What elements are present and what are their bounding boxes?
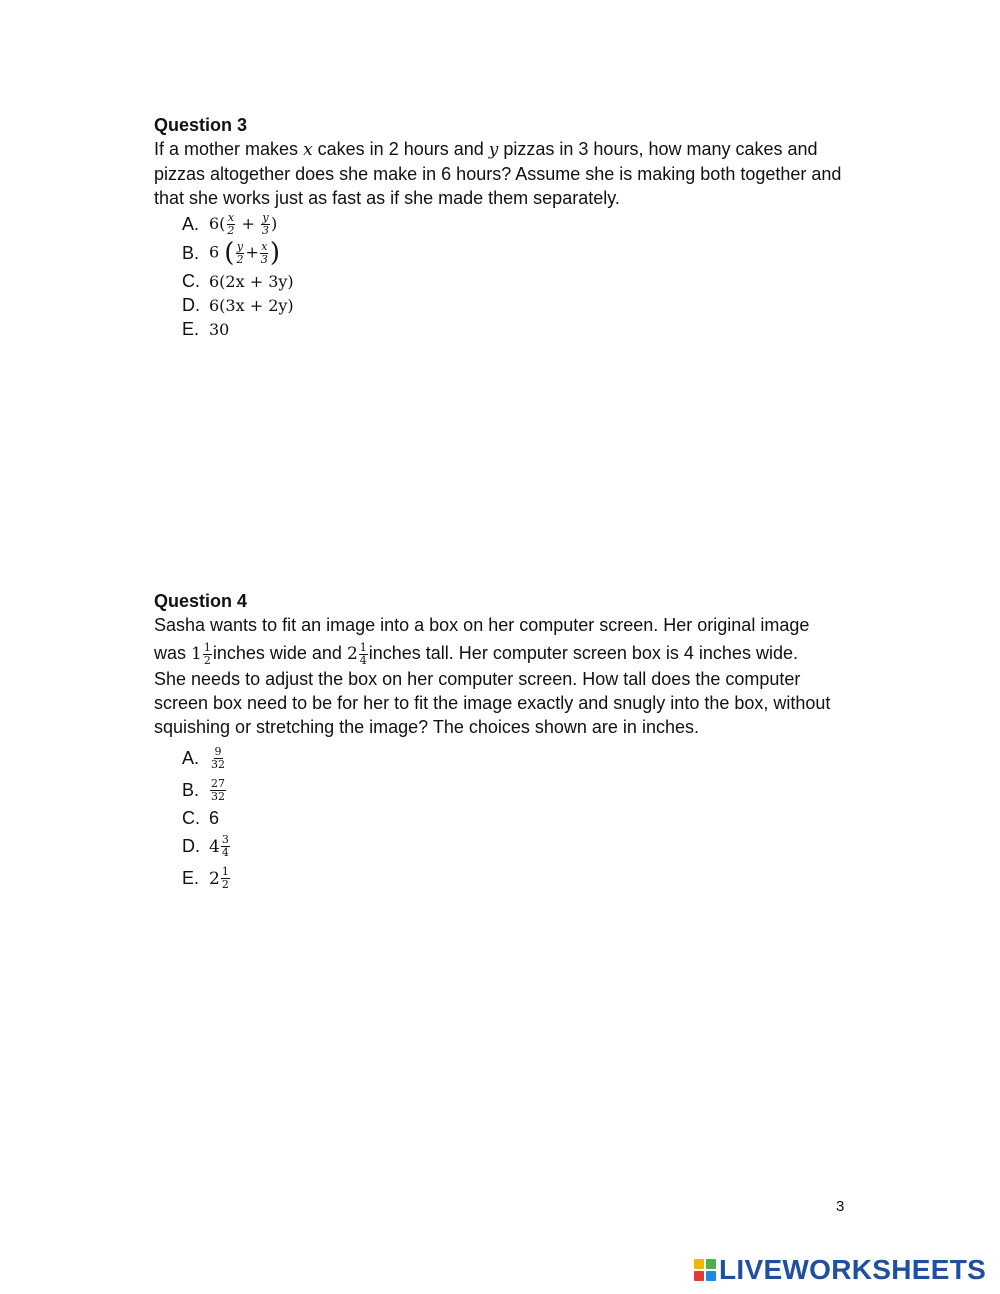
choice-letter: D. xyxy=(182,836,200,857)
choice-expression xyxy=(209,212,277,237)
question-4 xyxy=(154,589,844,895)
choice-letter: B. xyxy=(182,242,200,263)
mixed-whole: 2 xyxy=(209,868,220,889)
frac-num: 1 xyxy=(359,640,367,654)
fraction xyxy=(210,778,226,803)
question-3-title: Question 3 xyxy=(154,115,248,135)
frac-num: 1 xyxy=(221,865,229,879)
fraction xyxy=(221,866,230,891)
question-4-line1: Sasha wants to fit an image into a box on her computer screen. Her original image xyxy=(154,615,810,635)
q3-choice-a[interactable] xyxy=(182,212,844,237)
mixed2-whole: 2 xyxy=(346,644,358,664)
mixed1-whole: 1 xyxy=(191,644,202,664)
expr-open: ( xyxy=(224,238,235,268)
expr-op: + xyxy=(241,214,255,233)
frac-num: x xyxy=(261,239,268,253)
liveworksheets-brand[interactable] xyxy=(694,1256,986,1284)
question-4-choices xyxy=(182,743,844,895)
choice-letter: A. xyxy=(182,748,200,769)
frac-num: y xyxy=(236,239,244,253)
question-4-title: Question 4 xyxy=(154,591,248,611)
q4-mid: inches wide and xyxy=(212,643,347,663)
frac-den: 2 xyxy=(227,224,235,237)
expr-close: ) xyxy=(269,238,280,268)
question-3 xyxy=(154,113,844,341)
choice-expression: 6(3x + 2y) xyxy=(209,295,294,315)
choice-letter: E. xyxy=(182,318,200,339)
expr-coef: 6( xyxy=(209,214,226,233)
q3-choice-d[interactable] xyxy=(182,293,844,317)
q4-choice-e[interactable] xyxy=(182,863,844,895)
q3-text-part1: If a mother makes xyxy=(154,139,304,159)
frac-den: 4 xyxy=(221,846,229,860)
q4-was: was xyxy=(154,643,192,663)
fraction xyxy=(235,241,244,266)
frac-num: 27 xyxy=(211,777,225,791)
fraction xyxy=(260,241,269,266)
q4-choice-c[interactable] xyxy=(182,807,844,831)
mixed1-fraction xyxy=(203,642,212,667)
q3-var-x: x xyxy=(303,140,313,160)
frac-num: y xyxy=(262,211,269,224)
choice-letter: E. xyxy=(182,868,200,889)
frac-den: 2 xyxy=(236,252,244,266)
q4-choice-b[interactable] xyxy=(182,775,844,807)
frac-num: x xyxy=(227,211,235,224)
q3-text-part3: pizzas in 3 hours, how many cakes and pizzas altogether does she make in 6 hours? Assume she is making both together and that she works just as fast as if she made them separately. xyxy=(154,139,842,208)
q4-choice-d[interactable] xyxy=(182,831,844,863)
mixed2-fraction xyxy=(359,642,368,667)
frac-den: 32 xyxy=(211,758,225,772)
question-3-text xyxy=(154,137,844,210)
frac-den: 3 xyxy=(260,252,268,266)
q4-rest1: inches tall. Her computer screen box is 4 inches wide. xyxy=(368,643,798,663)
q3-var-y: y xyxy=(488,140,499,160)
choice-expression: 6(2x + 3y) xyxy=(209,271,294,291)
choice-letter: C. xyxy=(182,808,200,829)
choice-letter: C. xyxy=(182,270,200,291)
fraction xyxy=(221,834,230,859)
frac-den: 2 xyxy=(221,878,229,892)
expr-close: ) xyxy=(271,214,278,233)
question-4-rest: She needs to adjust the box on her computer screen. How tall does the computer screen box need to be for her to fit the image exactly and snugly into the box, without squishing or stretching the image? The choices shown are in inches. xyxy=(154,668,831,737)
expr-op: + xyxy=(245,242,259,262)
expr-coef: 6 xyxy=(209,242,220,262)
frac-den: 2 xyxy=(203,653,211,667)
q4-choice-a[interactable] xyxy=(182,743,844,775)
choice-letter: B. xyxy=(182,780,200,801)
liveworksheets-logo-icon xyxy=(694,1259,716,1281)
frac-den: 3 xyxy=(262,224,270,237)
question-3-choices xyxy=(182,212,844,341)
choice-expression xyxy=(209,240,280,266)
choice-expression: 30 xyxy=(209,319,230,339)
fraction xyxy=(226,212,235,237)
brand-text: LIVEWORKSHEETS xyxy=(719,1254,987,1285)
question-4-line2 xyxy=(154,641,844,667)
fraction xyxy=(210,746,226,771)
page-number: 3 xyxy=(836,1198,845,1215)
q3-choice-b[interactable] xyxy=(182,237,844,269)
q3-text-part2: cakes in 2 hours and xyxy=(312,139,489,159)
choice-letter: A. xyxy=(182,214,200,234)
frac-num: 3 xyxy=(221,833,229,847)
choice-value: 6 xyxy=(209,808,220,829)
q3-choice-e[interactable] xyxy=(182,317,844,341)
fraction xyxy=(261,212,270,237)
frac-den: 32 xyxy=(211,790,225,804)
mixed-whole: 4 xyxy=(209,836,220,857)
frac-num: 1 xyxy=(203,640,211,654)
frac-den: 4 xyxy=(359,653,367,667)
frac-num: 9 xyxy=(214,745,222,759)
choice-letter: D. xyxy=(182,294,200,315)
q3-choice-c[interactable] xyxy=(182,269,844,293)
